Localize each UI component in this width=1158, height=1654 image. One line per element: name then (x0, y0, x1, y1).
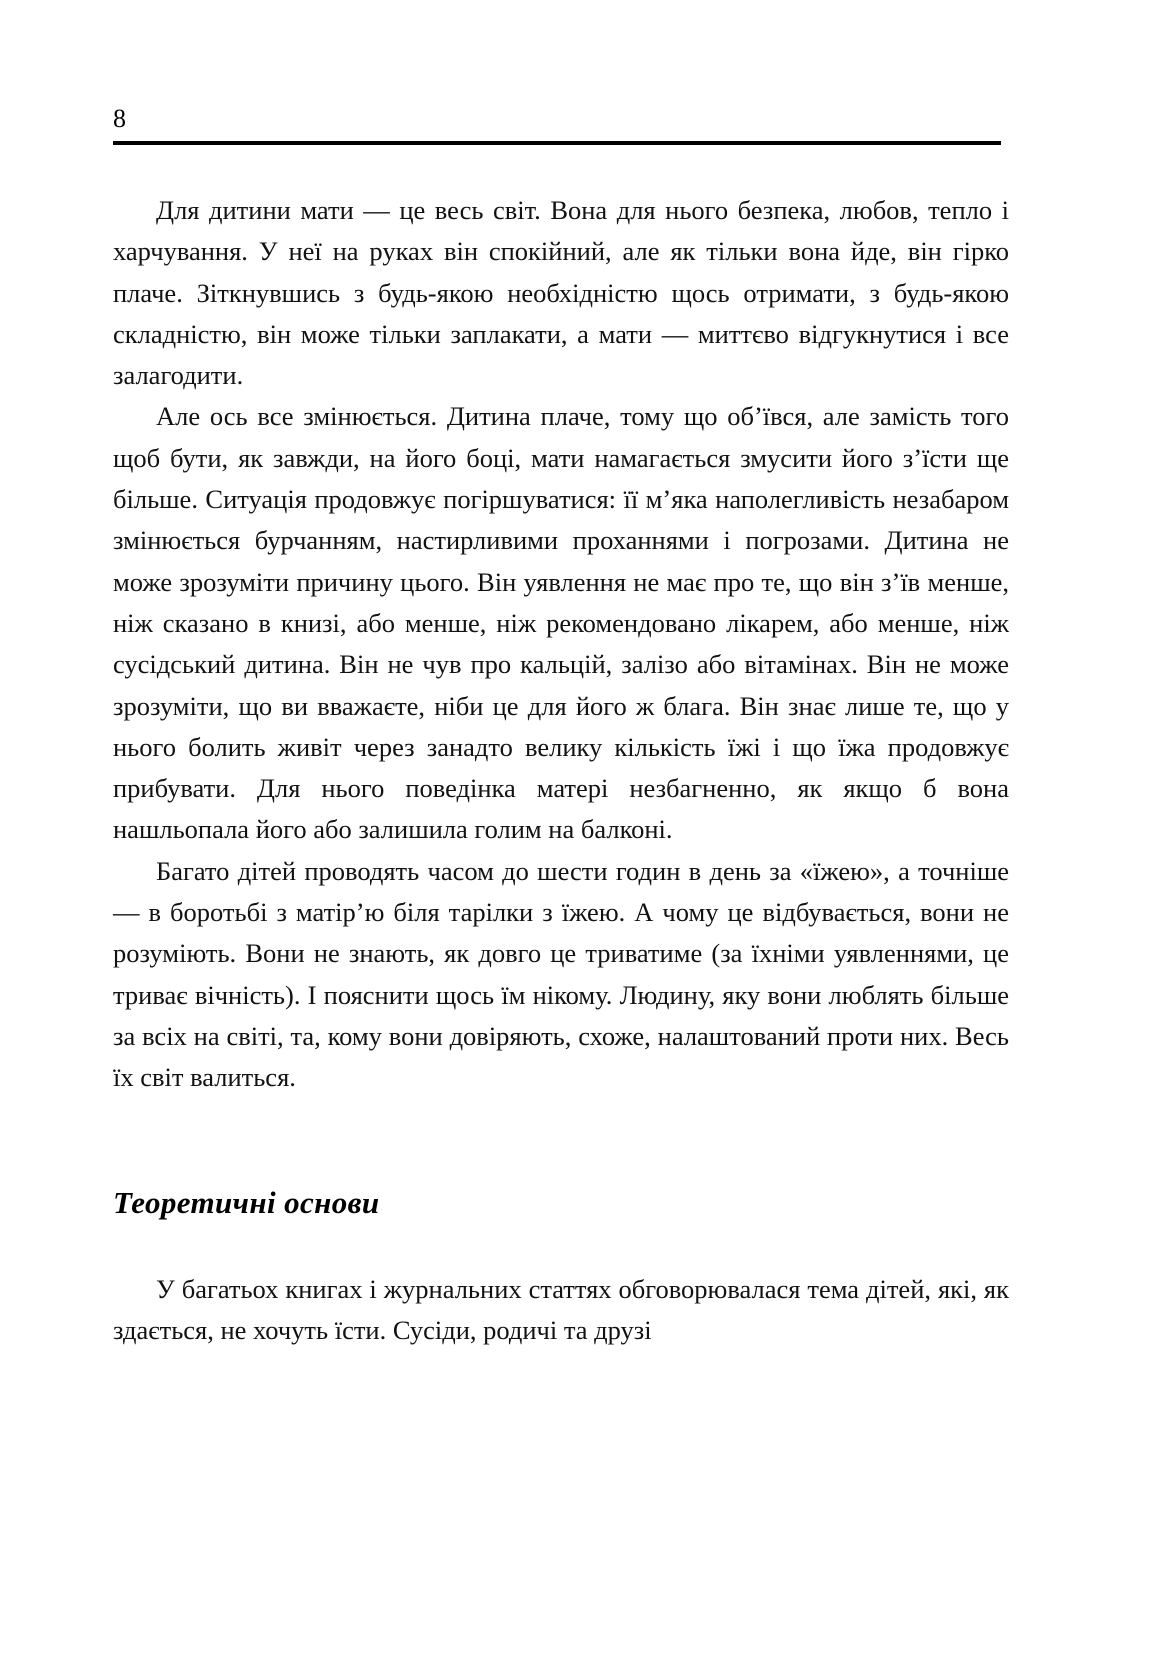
header-divider (113, 141, 1001, 145)
section-heading: Теоретичні основи (113, 1184, 380, 1220)
paragraph-1: Для дитини мати — це весь світ. Вона для нього безпека, любов, тепло і харчування. У неї на руках він спокійний, але як тільки вона йде, він гірко плаче. Зіткнувшись з будь-якою необхідністю щось отримати, з будь-якою складністю, він може тільки заплакати, а мати — миттєво відгукнутися і все залагодити. (113, 195, 1009, 391)
page-header (113, 104, 1001, 145)
page-number: 8 (113, 104, 127, 133)
paragraph-2: Але ось все змінюється. Дитина плаче, тому що об’ївся, але замість того щоб бути, як завжди, на його боці, мати намагається змусити його з’їсти ще більше. Ситуація продовжує погіршуватися: її м’яка наполегливість незабаром змінюється бурчанням, настирливими проханнями і погрозами. Дитина не може зрозуміти причину цього. Він уявлення не має про те, що він з’їв менше, ніж сказано в книзі, або менше, ніж рекомендовано лікарем, або менше, ніж сусідський дитина. Він не чув про кальцій, залізо або вітамінах. Він не може зрозуміти, що ви вважаєте, ніби це для його ж блага. Він знає лише те, що у нього болить живіт через занадто велику кількість їжі і що їжа продовжує прибувати. Для нього поведінка матері незбагненно, як якщо б вона нашльопала його або залишила голим на балконі. (113, 401, 1009, 845)
heading-spacer-above (113, 1099, 1009, 1183)
paragraph-3: Багато дітей проводять часом до шести годин в день за «їжею», а точніше — в боротьбі з матір’ю біля тарілки з їжею. А чому це відбувається, вони не розуміють. Вони не знають, як довго це триватиме (за їхніми уявленнями, це триває вічність). І пояснити щось їм нікому. Людину, яку вони люблять більше за всіх на світі, та, кому вони довіряють, схоже, налаштований проти них. Весь їх світ валиться. (113, 855, 1009, 1093)
heading-spacer-below (113, 1223, 1009, 1269)
section-paragraph-1: У багатьох книгах і журнальних статтях обговорювалася тема дітей, які, як здається, не хочуть їсти. Сусіди, родичі та друзі (113, 1273, 1009, 1345)
page-content (113, 190, 1009, 1351)
